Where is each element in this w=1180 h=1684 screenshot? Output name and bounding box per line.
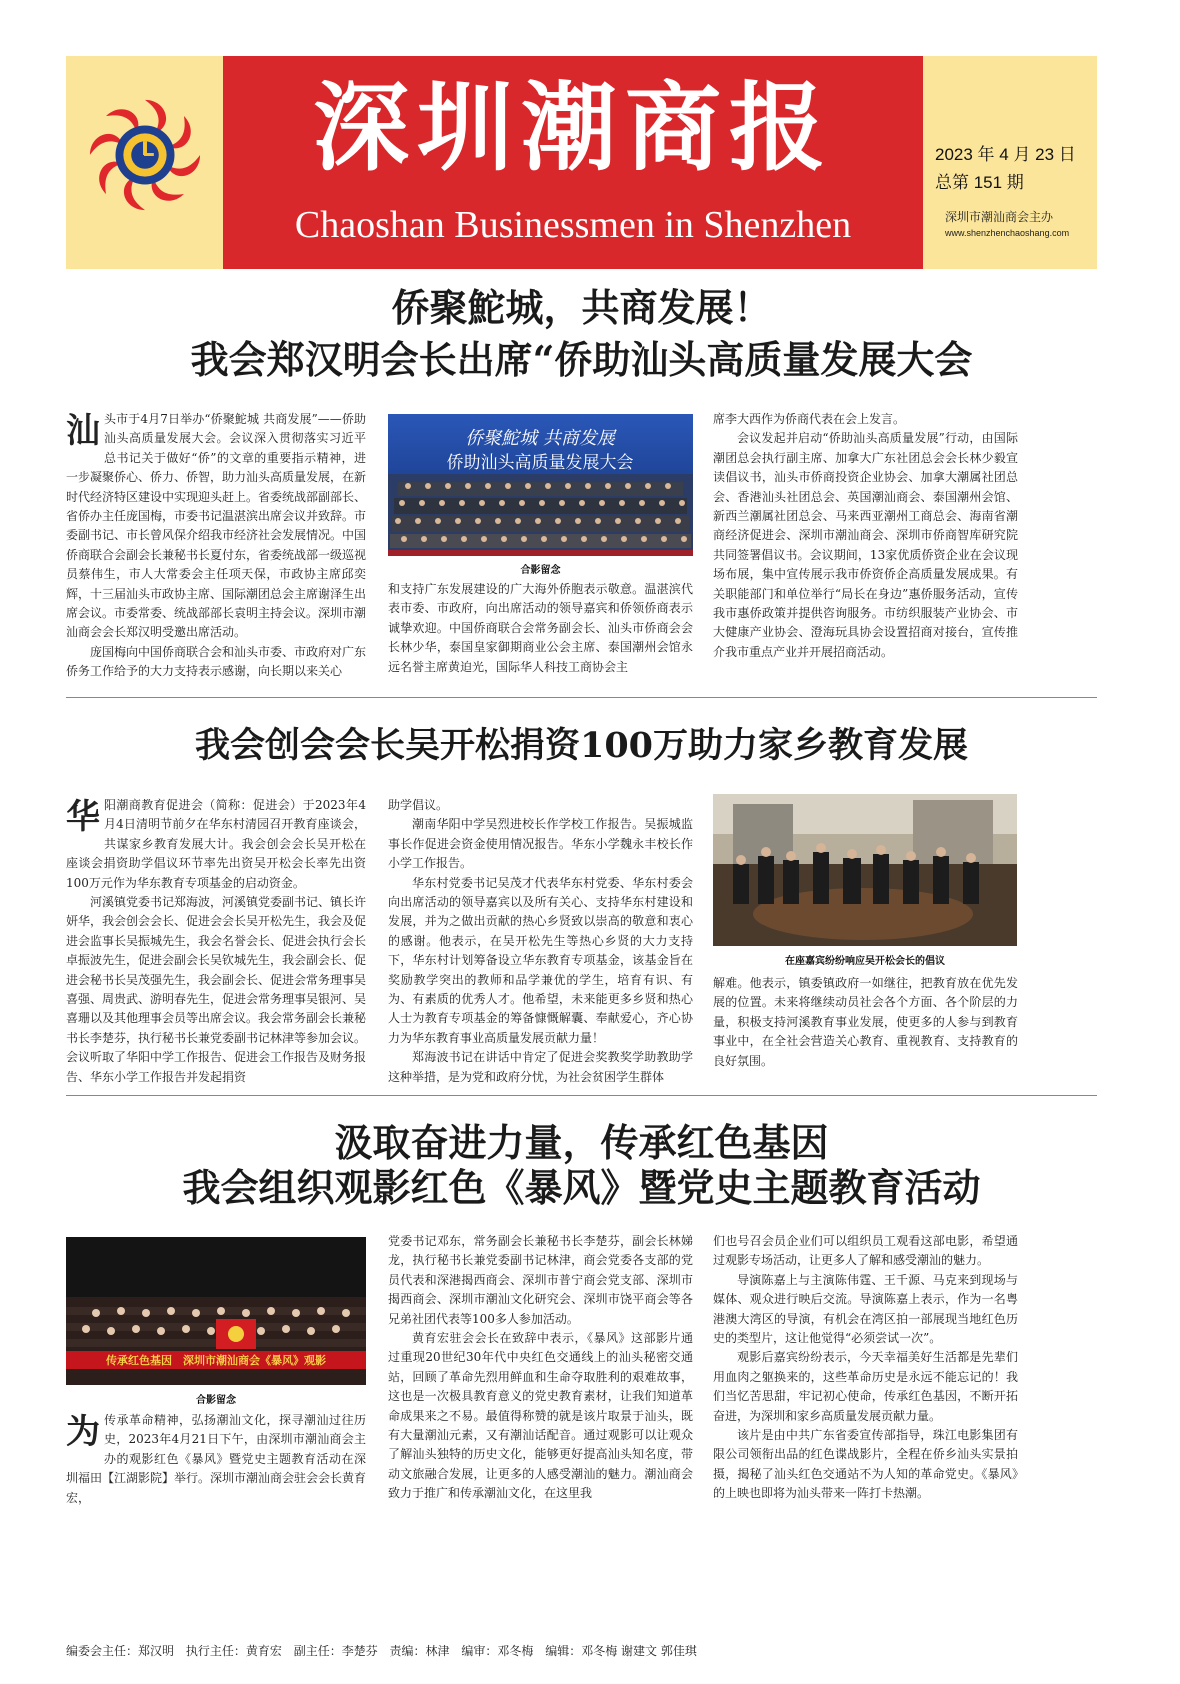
photo-banner-line-2: 侨助汕头高质量发展大会 bbox=[446, 453, 634, 473]
article1-headline-1: 侨聚鮀城，共商发展！ bbox=[391, 285, 772, 330]
paragraph: 解难。他表示，镇委镇政府一如继往，把教育放在优先发展的位置。未来将继续动员社会各个方面、各个阶层的力量，积极支持河溪教育事业发展，使更多的人参与到教育事业中，在全社会营造关心教育、重视教育、支持教育的良好氛围。 bbox=[713, 976, 1018, 1068]
paragraph: 庞国梅向中国侨商联合会和汕头市委、市政府对广东侨务工作给予的大力支持表示感谢，向长期以来关心 bbox=[66, 644, 367, 679]
article3-headline-1: 汲取奋进力量，传承红色基因 bbox=[334, 1120, 829, 1165]
paragraph: 黄育宏驻会会长在致辞中表示，《暴风》这部影片通过重现20世纪30年代中央红色交通线上的汕头秘密交通站，回顾了革命先烈用鲜血和生命夺取胜利的艰难故事，这也是一次极具教育意义的党史教育素材，让我们知道革命成果来之不易。最值得称赞的就是该片取景于汕头，既有大量潮汕元素，又有潮汕话配音。通过观影可以让观众了解汕头独特的历史文化，能够更好提高汕头知名度，带动文旅融合发展，让更多的人感受潮汕的魅力。潮汕商会致力于推广和传承潮汕文化，在这里我 bbox=[388, 1331, 693, 1501]
newspaper-english-title: Chaoshan Businessmen in Shenzhen bbox=[294, 204, 852, 246]
sponsor: 深圳市潮汕商会主办 bbox=[945, 210, 1054, 224]
article2-headline: 我会创会会长吴开松捐资100万助力家乡教育发展 bbox=[194, 725, 969, 766]
paragraph: 华东村党委书记吴茂才代表华东村党委、华东村委会向出席活动的领导嘉宾以及所有关心、支持华东村建设和发展，并为之做出贡献的热心乡贤致以崇高的敬意和衷心的感谢。他表示，在吴开松先生等热心乡贤的大力支持下，华东村计划筹备设立华东教育专项基金，该基金旨在奖励教学突出的教师和品学兼优的学生，培育有识、有为、有素质的优秀人才。他希望，未来能更多乡贤和热心人士为教育专项基金的筹备慷慨解囊、奉献爱心，齐心协力为华东教育事业高质量发展贡献力量！ bbox=[388, 875, 693, 1045]
footer-editor-chief: 编委会主任：郑汉明 bbox=[66, 1644, 175, 1658]
article1-photo-caption: 合影留念 bbox=[520, 565, 561, 576]
masthead-logo-panel bbox=[66, 56, 223, 269]
photo-banner-line-1: 侨聚鮀城 共商发展 bbox=[465, 428, 615, 449]
footer-deputy-director: 副主任：李楚芬 bbox=[293, 1644, 378, 1658]
section-divider bbox=[66, 1095, 1097, 1096]
meeting-photo-image bbox=[713, 794, 1017, 946]
masthead bbox=[66, 56, 1097, 269]
website-link[interactable]: www.shenzhenchaoshang.com bbox=[945, 228, 1070, 238]
editorial-footer bbox=[66, 1642, 1097, 1659]
article1-column-3 bbox=[713, 410, 1018, 680]
article1-column-1 bbox=[66, 410, 367, 679]
article3-column-3 bbox=[713, 1232, 1018, 1501]
article3-column-1 bbox=[66, 1411, 367, 1505]
paragraph: 潮南华阳中学吴烈进校长作学校工作报告。吴振城监事长作促进会资金使用情况报告。华东小学魏永丰校长作小学工作报告。 bbox=[388, 817, 693, 871]
paragraph: 阳潮商教育促进会（简称：促进会）于2023年4月4日清明节前夕在华东村清园召开教育座谈会，共谋家乡教育发展大计。我会创会会长吴开松在座谈会捐资助学倡议环节率先出资吴开松会长率先出资100万元作为华东教育专项基金的启动资金。 bbox=[66, 798, 366, 890]
paragraph: 河溪镇党委书记郑海波，河溪镇党委副书记、镇长许妍华，我会创会会长、促进会会长吴开松先生，我会及促进会监事长吴振城先生，我会名誉会长、促进会执行会长卓振波先生，促进会副会长吴钦城先生，我会副会长、促进会秘书长吴茂强先生，我会副会长、促进会常务理事吴喜强、周贵武、游明春先生，促进会常务理事吴银河、吴喜珊以及其他理事会员等出席会议。我会常务副会长兼秘书长李楚芬，执行秘书长兼党委副书记林津等参加会议。会议听取了华阳中学工作报告、促进会工作报告及财务报告、华东小学工作报告并发起捐资 bbox=[66, 895, 367, 1084]
paragraph: 和支持广东发展建设的广大海外侨胞表示敬意。温湛滨代表市委、市政府，向出席活动的领导嘉宾和侨领侨商表示诚挚欢迎。中国侨商联合会常务副会长、汕头市侨商会会长林少华，泰国皇家御期商业公会主席、泰国潮州会馆永远名誉主席黄迫光，国际华人科技工商协会主 bbox=[388, 582, 693, 674]
paragraph: 传承革命精神，弘扬潮汕文化，探寻潮汕过往历史，2023年4月21日下午，由深圳市潮汕商会主办的观影红色《暴风》暨党史主题教育活动在深圳福田【江湖影院】举行。深圳市潮汕商会驻会会长黄育宏， bbox=[66, 1413, 367, 1505]
paragraph: 郑海波书记在讲话中肯定了促进会奖教奖学助教助学这种举措，是为党和政府分忧，为社会贫困学生群体 bbox=[388, 1050, 693, 1084]
dropcap: 为 bbox=[66, 1412, 100, 1452]
chamber-logo-icon bbox=[86, 96, 204, 214]
footer-editors: 编辑：邓冬梅 谢建文 郭佳琪 bbox=[545, 1644, 697, 1658]
article2-meeting-photo bbox=[713, 794, 1017, 946]
paragraph: 党委书记邓东，常务副会长兼秘书长李楚芬，副会长林娣龙，执行秘书长兼党委副书记林津，商会党委各支部的党员代表和深港揭西商会、深圳市普宁商会党支部、深圳市揭西商会、深圳市潮汕文化研究会、深圳市饶平商会等各兄弟社团代表等100多人参加活动。 bbox=[388, 1234, 693, 1326]
paragraph: 会议发起并启动“侨助汕头高质量发展”行动，由国际潮团总会执行副主席、加拿大广东社团总会会长林少毅宣读倡议书，汕头市侨商投资企业协会、加拿大潮属社团总会、香港汕头社团总会、英国潮汕商会、泰国潮州会馆、新西兰潮属社团总会、马来西亚潮州工商总会、海南省潮商经济促进会、深圳市潮汕商会、深圳市侨商智库研究院共同签署倡议书。会议期间，13家优质侨资企业在会议现场布展，集中宣传展示我市侨资侨企高质量发展成果。有关职能部门和单位举行“局长在身边”惠侨服务活动，宣传我市惠侨政策并提供咨询服务。市纺织服装产业协会、市大健康产业协会、澄海玩具协会设置招商对接台，宣传推介我市重点产业并开展招商活动。 bbox=[713, 431, 1018, 659]
photo-banner: 传承红色基因 深圳市潮汕商会《暴风》观影 bbox=[106, 1354, 326, 1367]
dropcap: 华 bbox=[66, 797, 100, 837]
paragraph: 头市于4月7日举办“侨聚鮀城 共商发展”——侨助汕头高质量发展大会。会议深入贯彻落实习近平总书记关于做好“侨”的文章的重要指示精神，进一步凝聚侨心、侨力、侨智，助力汕头高质量发展，在新时代经济特区建设中实现迎头赶上。省委统战部副部长、省侨办主任庞国梅，市委书记温湛滨出席会议并致辞。市委副书记、市长曾风保介绍我市经济社会发展情况。中国侨商联合会副会长兼秘书长夏付东，省委统战部一级巡视员蔡伟生，市人大常委会主任项天保，市政协主席邱奕辉，十三届汕头市政协主席、国际潮团总会主席谢泽生出席会议。市委常委、统战部部长袁明主持会议。深圳市潮汕商会会长郑汉明受邀出席活动。 bbox=[66, 412, 367, 640]
issue-date: 2023 年 4 月 23 日 bbox=[935, 145, 1076, 164]
group-photo-image bbox=[388, 414, 693, 556]
article2-column-1 bbox=[66, 796, 366, 1084]
article2-column-3 bbox=[713, 974, 1018, 1084]
article2-column-2 bbox=[388, 796, 693, 1084]
article1-headline-2: 我会郑汉明会长出席“侨助汕头高质量发展大会 bbox=[190, 337, 973, 382]
masthead-info-panel bbox=[923, 56, 1097, 269]
newspaper-title: 深圳潮商报 bbox=[313, 72, 833, 184]
paragraph: 观影后嘉宾纷纷表示，今天幸福美好生活都是先辈们用血肉之躯换来的，这些革命历史是永远不能忘记的！我们当忆苦思甜，牢记初心使命，传承红色基因，不断开拓奋进，为深圳和家乡高质量发展贡献力量。 bbox=[713, 1350, 1018, 1423]
article3-photo-caption: 合影留念 bbox=[196, 1395, 236, 1406]
dropcap: 汕 bbox=[66, 411, 100, 451]
masthead-title-panel bbox=[223, 56, 923, 269]
paragraph: 席李大西作为侨商代表在会上发言。 bbox=[713, 412, 906, 426]
footer-exec-director: 执行主任：黄育宏 bbox=[185, 1644, 282, 1658]
footer-editor: 编审：邓冬梅 bbox=[461, 1644, 534, 1658]
article2-photo-caption: 在座嘉宾纷纷响应吴开松会长的倡议 bbox=[785, 956, 945, 967]
article1-group-photo bbox=[388, 414, 693, 556]
cinema-photo-image bbox=[66, 1237, 366, 1385]
footer-responsible-editor: 责编：林津 bbox=[389, 1644, 450, 1658]
article1-column-2 bbox=[388, 580, 693, 678]
paragraph: 该片是由中共广东省委宣传部指导，珠江电影集团有限公司领衔出品的红色谍战影片，全程在侨乡汕头实景拍摄，揭秘了汕头红色交通站不为人知的革命党史。《暴风》的上映也即将为汕头带来一阵打卡热潮。 bbox=[713, 1428, 1018, 1501]
paragraph: 们也号召会员企业们可以组织员工观看这部电影，希望通过观影专场活动，让更多人了解和感受潮汕的魅力。 bbox=[713, 1234, 1018, 1268]
article3-column-2 bbox=[388, 1232, 693, 1501]
issue-number: 总第 151 期 bbox=[935, 173, 1024, 192]
paragraph: 助学倡议。 bbox=[388, 798, 449, 812]
paragraph: 导演陈嘉上与主演陈伟霆、王千源、马克来到现场与媒体、观众进行映后交流。导演陈嘉上表示，作为一名粤港澳大湾区的导演，有机会在湾区拍一部展现当地红色历史的类型片，这让他觉得“必须尝试一次”。 bbox=[713, 1272, 1018, 1346]
article3-headline-2: 我会组织观影红色《暴风》暨党史主题教育活动 bbox=[182, 1165, 981, 1210]
section-divider bbox=[66, 697, 1097, 698]
article3-cinema-photo bbox=[66, 1237, 366, 1385]
